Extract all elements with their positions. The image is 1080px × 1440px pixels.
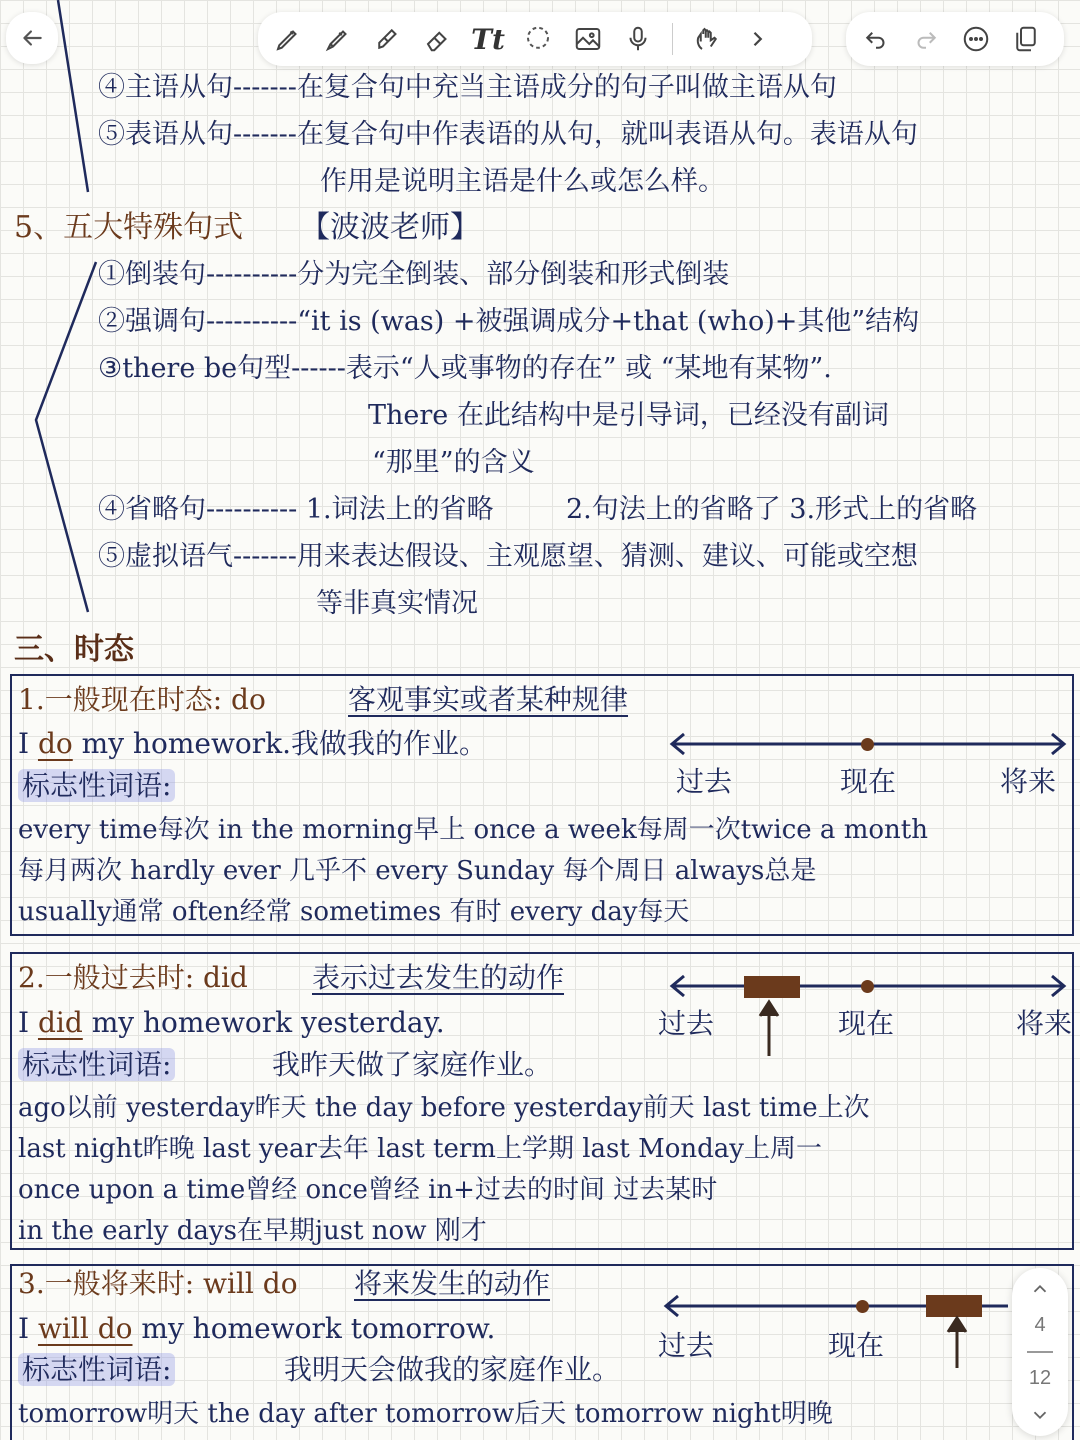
special-subjunctive: ⑤虚拟语气-------用来表达假设、主观愿望、猜测、建议、可能或空想 [98,541,918,572]
special-ellipsis-cont: 2.句法上的省略了 3.形式上的省略 [566,494,978,525]
chevron-down-icon[interactable] [1029,1404,1051,1426]
past-simple-words-2: last night昨晚 last year去年 last term上学期 last Monday上周一 [18,1134,822,1164]
now-dot [861,738,874,751]
timeline-arrows [0,966,1080,1006]
special-emphasis: ②强调句----------“it is (was) +被强调成分+that (who)+其他”结构 [98,306,920,337]
noun-clause-predicative: ⑤表语从句-------在复合句中作表语的从句，就叫表语从句。表语从句 [98,119,918,150]
special-there-be-note2: “那里”的含义 [372,447,535,478]
past-marker [744,976,800,998]
future-simple-desc: 将来发生的动作 [354,1267,551,1300]
present-simple-words-3: usually通常 often经常 sometimes 有时 every day每天 [18,897,690,927]
present-simple-words-1: every time每次 in the morning早上 once a week每周一次twice a month [18,815,928,845]
future-simple-label [18,1352,175,1388]
example-rest: my homework tomorrow. [141,1312,496,1345]
past-simple-words-1: ago以前 yesterday昨天 the day before yesterday前天 last time上次 [18,1093,870,1123]
past-simple-title: 2.一般过去时: did [18,961,248,994]
example-verb: did [37,1006,83,1039]
example-rest: my homework.我做我的作业。 [81,727,488,760]
timeline-now: 现在 [838,1007,895,1040]
past-simple-translation: 我昨天做了家庭作业。 [272,1048,553,1081]
example-verb: do [37,727,73,760]
present-simple-label [18,768,175,804]
example-rest: my homework yesterday. [91,1006,445,1039]
timeline-past: 过去 [676,765,733,798]
timeline-now: 现在 [828,1329,885,1362]
chevron-up-icon[interactable] [1029,1278,1051,1300]
example-subject: I [18,1312,30,1345]
timeline-arrows [0,724,1080,764]
up-arrow-icon [754,998,784,1058]
example-subject: I [18,1006,30,1039]
past-simple-words-4: in the early days在早期just now 刚才 [18,1216,487,1246]
example-verb: will do [37,1312,133,1345]
now-dot [856,1300,869,1313]
future-simple-words-1: tomorrow明天 the day after tomorrow后天 tomorrow night明晚 [18,1399,833,1429]
past-simple-label [18,1047,175,1083]
special-ellipsis: ④省略句---------- 1.词法上的省略 [98,494,494,525]
up-arrow-icon [942,1314,972,1370]
special-there-be-note: There 在此结构中是引导词，已经没有副词 [368,400,889,431]
future-simple-title: 3.一般将来时: will do [18,1267,298,1300]
text-icon[interactable]: Tt [471,22,505,56]
timeline-future: 将来 [1016,1007,1073,1040]
past-simple-example [18,1005,445,1041]
total-pages: 12 [1028,1366,1052,1389]
special-inversion: ①倒装句----------分为完全倒装、部分倒装和形式倒装 [98,259,730,290]
timeline-now: 现在 [840,765,897,798]
example-subject: I [18,727,30,760]
past-simple-words-3: once upon a time曾经 once曾经 in+过去的时间 过去某时 [18,1175,718,1205]
present-simple-desc: 客观事实或者某种规律 [348,683,629,716]
noun-clause-predicative-cont: 作用是说明主语是什么或怎么样。 [320,166,725,197]
special-there-be: ③there be句型------表示“人或事物的存在” 或 “某地有某物”. [98,353,832,384]
label-highlight: 标志性词语: [18,769,175,802]
label-highlight: 标志性词语: [18,1353,175,1386]
page-separator [1027,1351,1053,1353]
present-simple-title: 1.一般现在时态: do [18,683,266,716]
special-subjunctive-cont: 等非真实情况 [316,588,478,619]
timeline-future: 将来 [1000,765,1057,798]
present-simple-words-2: 每月两次 hardly ever 几乎不 every Sunday 每个周日 always总是 [18,856,817,886]
tense-heading: 三、时态 [14,632,134,667]
page-navigator [1012,1268,1068,1436]
noun-clause-subject: ④主语从句-------在复合句中充当主语成分的句子叫做主语从句 [98,72,837,103]
label-highlight: 标志性词语: [18,1048,175,1081]
past-simple-desc: 表示过去发生的动作 [312,961,565,994]
current-page: 4 [1034,1314,1046,1337]
now-dot [861,980,874,993]
future-simple-translation: 我明天会做我的家庭作业。 [284,1353,621,1386]
section5-author: 【波波老师】 [300,210,480,245]
section5-title: 5、五大特殊句式 [14,210,244,245]
timeline-past: 过去 [658,1007,715,1040]
timeline-past: 过去 [658,1329,715,1362]
